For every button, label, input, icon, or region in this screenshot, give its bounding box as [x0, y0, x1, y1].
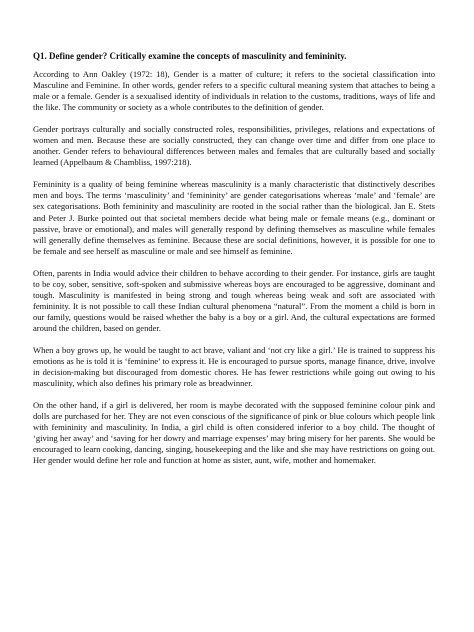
paragraph-social-construction: Gender portrays culturally and socially constructed roles, responsibilities, privileges, relations and expectations of women and men. Because these are socially constructed, they can change over time and differ from one place to another. Gender refers to behavioural differences between males and females that are culturally based and socially learned (Appelbaum & Chambliss, 1997:218). — [33, 124, 435, 168]
document-body — [33, 50, 435, 477]
question-heading: Q1. Define gender? Critically examine the concepts of masculinity and femininity. — [33, 51, 347, 61]
paragraph-oakley-definition: According to Ann Oakley (1972: 18), Gender is a matter of culture; it refers to the societal classification into Masculine and Feminine. In other words, gender refers to a specific cultural meaning system that attaches to being a male or a female. Gender is a sexualised identity of individuals in relation to the customs, traditions, ways of life and the like. The community or society as a whole contributes to the definition of gender. — [33, 69, 435, 113]
paragraph-boy-upbringing: When a boy grows up, he would be taught to act brave, valiant and ‘not cry like a girl.’ He is trained to suppress his emotions as he is told it is ‘feminine’ to express it. He is encouraged to pursue sports, manage finance, drive, involve in decision-making but discouraged from domestic chores. He has fewer restrictions while going out owing to his masculinity, which also defines his primary role as breadwinner. — [33, 344, 435, 389]
paragraph-girl-upbringing: On the other hand, if a girl is delivered, her room is maybe decorated with the supposed feminine colour pink and dolls are purchased for her. They are not even conscious of the significance of pink or blue colours which people link with femininity and masculinity. In India, a girl child is often considered inferior to a boy child. The thought of ‘giving her away’ and ‘saving for her dowry and marriage expenses’ may bring misery for her parents. She would be encouraged to learn cooking, dancing, singing, housekeeping and the like and she may have restrictions on going out. Her gender would define her role and function at home as sister, aunt, wife, mother and homemaker. — [33, 400, 435, 466]
paragraph-femininity-masculinity: Femininity is a quality of being feminine whereas masculinity is a manly characteristic that distinctively describes men and boys. The terms ‘masculinity’ and ‘femininity’ are gender categorisations whereas ‘male’ and ‘female’ are sex categorisations. Both femininity and masculinity are rooted in the social rather than the biological. Jan E. Stets and Peter J. Burke pointed out that societal members decide what being male or female means (e.g., dominant or passive, brave or emotional), and males will generally respond by defining themselves as masculine while females will generally define themselves as feminine. Because these are social definitions, however, it is possible for one to be female and see herself as masculine or male and see himself as feminine. — [33, 179, 435, 256]
paragraph-indian-parents: Often, parents in India would advice their children to behave according to their gender. For instance, girls are taught to be coy, sober, sensitive, soft-spoken and submissive whereas boys are encouraged to be aggressive, dominant and tough. Masculinity is manifested in being strong and tough whereas being weak and soft are associated with femininity. It is not possible to call these Indian cultural phenomena “natural”. From the moment a child is born in our family, questions would be raised whether the baby is a boy or a girl. And, the cultural expectations are formed around the children, based on gender. — [33, 267, 435, 333]
